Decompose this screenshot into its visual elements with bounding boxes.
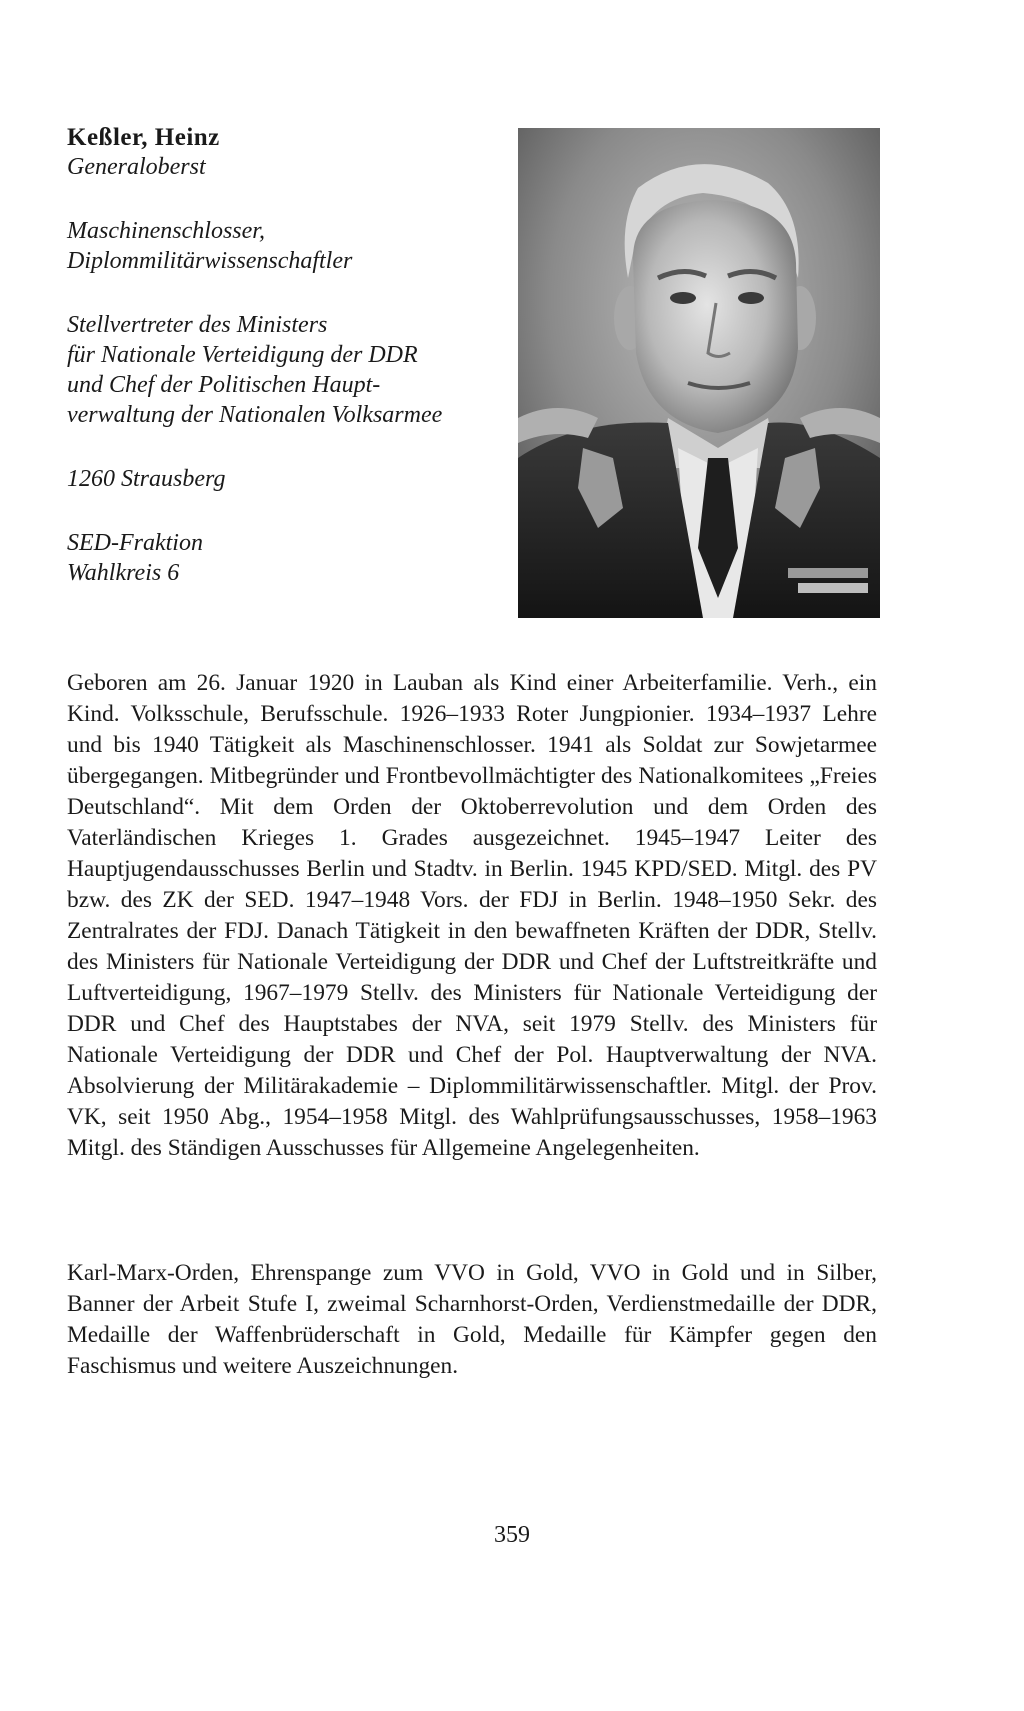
position-line-2: für Nationale Verteidigung der DDR bbox=[67, 342, 418, 368]
address: 1260 Strausberg bbox=[67, 466, 226, 492]
position-line-4: verwaltung der Nationalen Volksarmee bbox=[67, 402, 443, 428]
fraction: SED-Fraktion bbox=[67, 530, 203, 556]
profession-line-1: Maschinenschlosser, bbox=[67, 218, 265, 244]
awards-text: Karl-Marx-Orden, Ehrenspange zum VVO in Gold, VVO in Gold und in Silber, Banner der Arbeit Stufe I, zweimal Scharnhorst-Orden, Verdienstmedaille der DDR, Medaille der Waffenbrüderschaft in Gold, Medaille für Kämpfer gegen den Faschismus und weitere Auszeichnungen. bbox=[67, 1260, 877, 1379]
biography-text: Geboren am 26. Januar 1920 in Lauban als Kind einer Arbeiterfamilie. Verh., ein Kind. Volksschule, Berufsschule. 1926–1933 Roter Jungpionier. 1934–1937 Lehre und bis 1940 Tätigkeit als Maschinenschlosser. 1941 als Soldat zur Sowjetarmee übergegangen. Mitbegründer und Frontbevollmächtigter des Nationalkomitees „Freies Deutschland“. Mit dem Orden der Oktoberrevolution und dem Orden des Vaterländischen Krieges 1. Grades ausgezeichnet. 1945–1947 Leiter des Hauptjugendausschusses Berlin und Stadtv. in Berlin. 1945 KPD/SED. Mitgl. des PV bzw. des ZK der SED. 1947–1948 Vors. der FDJ in Berlin. 1948–1950 Sekr. des Zentralrates der FDJ. Danach Tätigkeit in den bewaffneten Kräften der DDR, Stellv. des Ministers für Nationale Verteidigung der DDR und Chef der Luftstreitkräfte und Luftverteidigung, 1967–1979 Stellv. des Ministers für Nationale Verteidigung der DDR und Chef des Hauptstabes der NVA, seit 1979 Stellv. des Ministers für Nationale Verteidigung der DDR und Chef der Pol. Hauptverwaltung der NVA. Absolvierung der Militärakademie – Diplommilitärwissenschaftler. Mitgl. der Prov. VK, seit 1950 Abg., 1954–1958 Mitgl. des Wahlprüfungsausschusses, 1958–1963 Mitgl. des Ständigen Ausschusses für Allgemeine Angelegenheiten. bbox=[67, 670, 877, 1161]
page-number: 359 bbox=[494, 1522, 530, 1548]
member-header bbox=[67, 124, 507, 588]
position-line-1: Stellvertreter des Ministers bbox=[67, 312, 328, 338]
position-line-3: und Chef der Politischen Haupt- bbox=[67, 372, 381, 398]
profession-line-2: Diplommilitärwissenschaftler bbox=[67, 248, 353, 274]
member-rank: Generaloberst bbox=[67, 154, 206, 180]
member-name: Keßler, Heinz bbox=[67, 124, 220, 151]
constituency: Wahlkreis 6 bbox=[67, 560, 180, 586]
portrait-illustration bbox=[518, 128, 880, 618]
portrait-photo bbox=[518, 128, 880, 618]
